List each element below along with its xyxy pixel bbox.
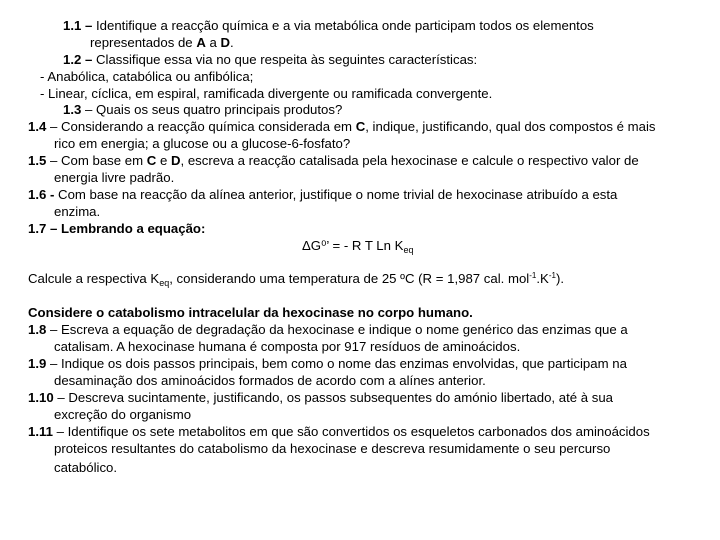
question-number: 1.11 <box>28 424 53 439</box>
question-text: – Indique os dois passos principais, bem como o nome das enzimas envolvidas, que participam na <box>46 356 627 371</box>
letter-c: C <box>146 153 157 168</box>
keq-subscript: eq <box>159 278 170 288</box>
question-text: Com base na reacção da alínea anterior, justifique o nome trivial de hexocinase atribuído a esta <box>54 187 618 202</box>
question-1-4 <box>28 119 656 135</box>
question-number: 1.9 <box>28 356 47 371</box>
question-number: 1.6 - <box>28 187 55 202</box>
question-1-9-continuation: desaminação dos aminoácidos formados de acordo com a alínes anterior. <box>54 373 486 388</box>
question-text: representados de <box>90 35 197 50</box>
letter-c: C <box>355 119 366 134</box>
question-1-10-continuation: excreção do organismo <box>54 407 192 422</box>
question-1-9 <box>28 356 627 372</box>
question-number: 1.8 <box>28 322 47 337</box>
question-text: – Descreva sucintamente, justificando, os passos subsequentes do amónio libertado, até à sua <box>53 390 614 405</box>
question-text: Classifique essa via no que respeita às seguintes características: <box>92 52 478 67</box>
section-heading: Considere o catabolismo intracelular da hexocinase no corpo humano. <box>28 305 473 320</box>
question-text: – Identifique os sete metabolitos em que são convertidos os esqueletos carbonados dos aminoácidos <box>52 424 650 439</box>
bullet-item: - Anabólica, catabólica ou anfibólica; <box>40 69 254 84</box>
question-1-6 <box>28 187 617 203</box>
question-text: Identifique a reacção química e a via metabólica onde participam todos os elementos <box>92 18 594 33</box>
question-number: 1.5 <box>28 153 47 168</box>
bullet-item: - Linear, cíclica, em espiral, ramificada divergente ou ramificada convergente. <box>40 86 493 101</box>
question-text: e <box>156 153 171 168</box>
question-1-5-continuation: energia livre padrão. <box>54 170 175 185</box>
instruction-text: .K <box>536 271 549 286</box>
question-text: , indique, justificando, qual dos compostos é mais <box>365 119 656 134</box>
question-text: , escreva a reacção catalisada pela hexocinase e calcule o respectivo valor de <box>180 153 639 168</box>
question-1-11 <box>28 424 650 440</box>
question-1-11-continuation: proteicos resultantes do catabolismo da hexocinase e descreva resumidamente o seu percurso <box>54 441 611 456</box>
question-text: – Com base em <box>46 153 147 168</box>
question-number: 1.4 <box>28 119 47 134</box>
question-1-3 <box>63 102 342 118</box>
question-1-4-continuation: rico em energia; a glucose ou a glucose-6-fosfato? <box>54 136 351 151</box>
question-number: 1.3 <box>63 102 82 117</box>
question-1-7 <box>28 221 205 237</box>
question-1-10 <box>28 390 613 406</box>
question-1-2 <box>63 52 477 68</box>
question-number: 1.1 – <box>63 18 93 33</box>
superscript: -1 <box>529 271 537 280</box>
calculation-instruction <box>28 271 564 287</box>
instruction-text: Calcule a respectiva K <box>28 271 160 286</box>
question-1-1-continuation <box>90 35 234 51</box>
question-number: 1.7 – Lembrando a equação: <box>28 221 206 236</box>
question-text: – Quais os seus quatro principais produtos? <box>81 102 343 117</box>
instruction-text: , considerando uma temperatura de 25 ºC (R = 1,987 cal. mol <box>169 271 530 286</box>
superscript: -1 <box>548 271 556 280</box>
question-text: . <box>230 35 234 50</box>
question-1-8-continuation: catalisam. A hexocinase humana é composta por 917 resíduos de aminoácidos. <box>54 339 521 354</box>
instruction-text: ). <box>555 271 564 286</box>
question-text: – Escreva a equação de degradação da hexocinase e indique o nome genérico das enzimas que a <box>46 322 628 337</box>
question-1-1 <box>63 18 594 34</box>
question-number: 1.10 <box>28 390 54 405</box>
equation-text: ΔG⁰’ = - R T Ln K <box>302 238 404 253</box>
equation <box>302 238 413 254</box>
letter-d: D <box>170 153 181 168</box>
letter-d: D <box>220 35 231 50</box>
question-1-8 <box>28 322 628 338</box>
question-1-5 <box>28 153 639 169</box>
letter-a: A <box>196 35 206 50</box>
question-text: – Considerando a reacção química considerada em <box>46 119 356 134</box>
equation-subscript: eq <box>403 245 414 255</box>
question-number: 1.2 – <box>63 52 93 67</box>
question-1-6-continuation: enzima. <box>54 204 101 219</box>
question-text: a <box>205 35 221 50</box>
question-1-11-continuation: catabólico. <box>54 460 118 475</box>
